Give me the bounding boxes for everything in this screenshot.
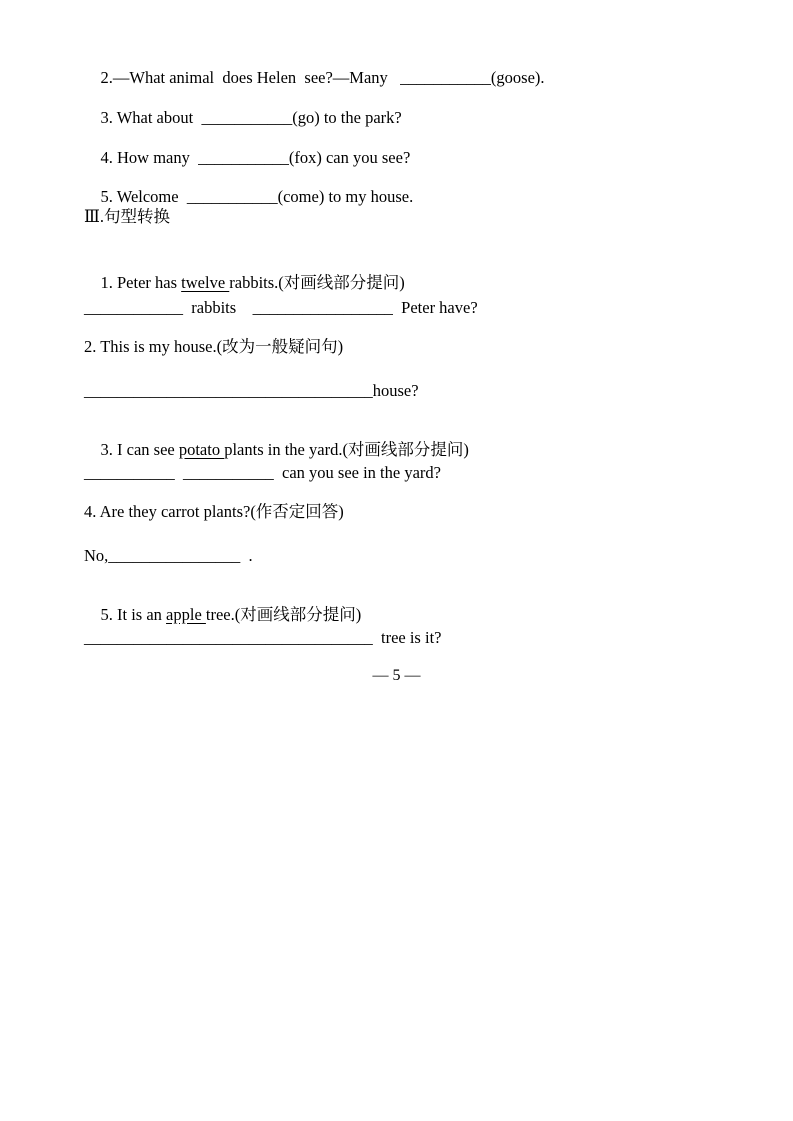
question-text-after: plants in the yard.(对画线部分提问) bbox=[224, 440, 469, 459]
answer-line-5: ___________________________________ tree is it? bbox=[84, 628, 442, 647]
item-number: 4. bbox=[100, 148, 113, 167]
item-number: 5. bbox=[100, 187, 113, 206]
item-text: Welcome ___________(come) to my house. bbox=[112, 187, 414, 206]
section-heading: Ⅲ.句型转换 bbox=[84, 207, 171, 226]
item-number: 2. bbox=[100, 68, 113, 87]
page-number: — 5 — bbox=[372, 667, 421, 684]
question-text-before: 5. It is an bbox=[100, 605, 167, 624]
answer-line-4: No,________________ . bbox=[84, 546, 253, 565]
question-text-after: rabbits.(对画线部分提问) bbox=[229, 273, 405, 292]
answer-line-3: ___________ ___________ can you see in the yard? bbox=[84, 463, 441, 482]
underlined-word: potato bbox=[178, 440, 225, 459]
question-text-after: tree.(对画线部分提问) bbox=[205, 605, 362, 624]
underlined-word: apple bbox=[166, 605, 206, 624]
answer-line-1: ____________ rabbits _________________ Peter have? bbox=[84, 298, 478, 317]
question-text-before: 1. Peter has bbox=[100, 273, 182, 292]
answer-line-2: ___________________________________house? bbox=[84, 381, 419, 400]
part3-question-4: 4. Are they carrot plants?(作否定回答) bbox=[84, 502, 344, 521]
underlined-word: twelve bbox=[181, 273, 230, 292]
item-number: 3. bbox=[100, 108, 113, 127]
question-text-before: 3. I can see bbox=[100, 440, 179, 459]
item-text: —What animal does Helen see?—Many ___________(goose). bbox=[112, 68, 545, 87]
item-text: What about ___________(go) to the park? bbox=[112, 108, 402, 127]
item-text: How many ___________(fox) can you see? bbox=[112, 148, 411, 167]
part3-question-2: 2. This is my house.(改为一般疑问句) bbox=[84, 337, 344, 356]
